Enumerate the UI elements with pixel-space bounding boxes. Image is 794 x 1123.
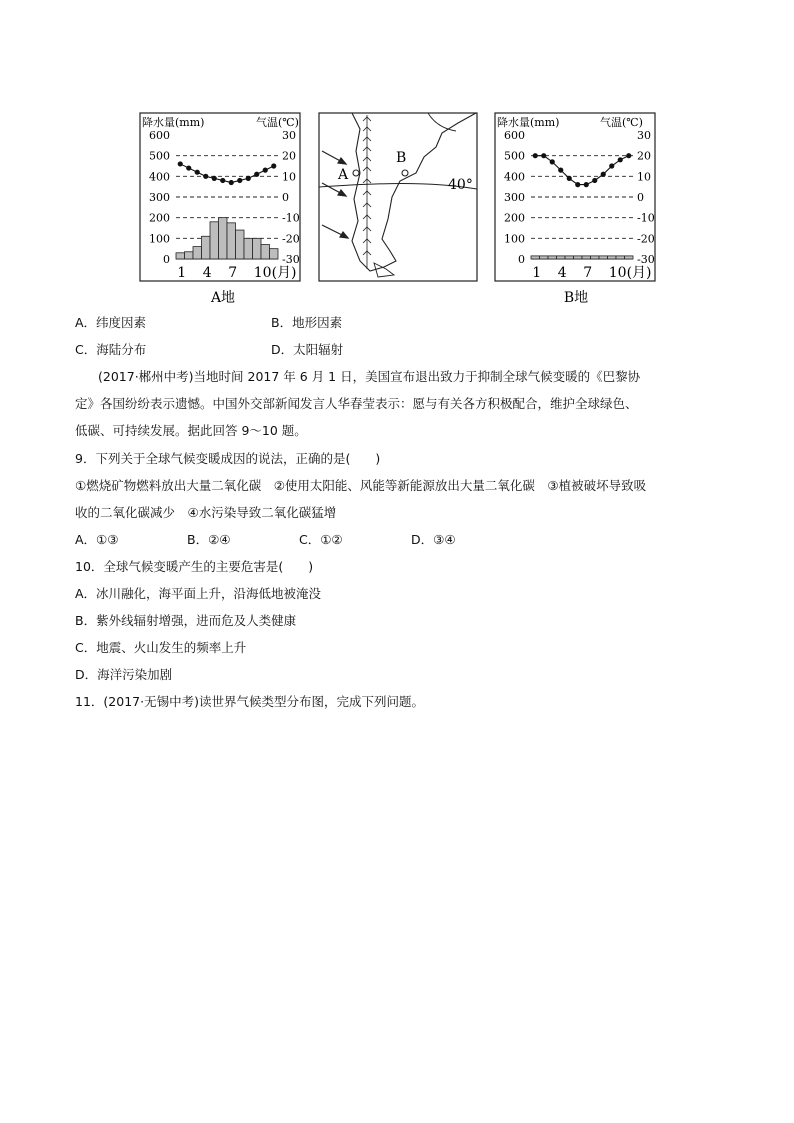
- intro-line-3: 低碳、可持续发展。据此回答 9～10 题。: [75, 423, 307, 438]
- b-temperature-point: [567, 176, 572, 181]
- a-left-tick-label: 200: [149, 211, 170, 225]
- q9-statement-1: ①燃烧矿物燃料放出大量二氧化碳 ②使用太阳能、风能等新能源放出大量二氧化碳 ③植被破坏导致吸: [75, 478, 647, 493]
- a-precip-bar: [193, 247, 202, 259]
- a-temperature-point: [237, 178, 242, 183]
- a-x-tick-label: 1: [177, 265, 187, 281]
- q9-option-d: D．③④: [411, 532, 456, 547]
- b-precip-bar: [599, 256, 608, 259]
- b-precip-bar: [591, 256, 600, 259]
- b-precip-bar: [557, 256, 566, 259]
- b-left-tick-label: 600: [504, 129, 525, 142]
- a-precip-bar: [176, 253, 185, 259]
- b-x-tick-label: 7: [583, 265, 593, 281]
- a-x-tick-label: 10(月): [253, 265, 297, 281]
- a-temperature-point: [254, 172, 259, 177]
- a-precip-bar: [253, 238, 262, 259]
- b-temperature-point: [541, 153, 546, 158]
- a-precip-bar: [227, 223, 236, 259]
- a-left-tick-label: 100: [149, 232, 170, 246]
- b-precip-bar: [625, 256, 634, 259]
- b-precip-bar: [548, 256, 557, 259]
- tierra-del-fuego: [374, 263, 394, 277]
- b-precip-bar: [540, 256, 549, 259]
- b-precip-bar: [565, 256, 574, 259]
- q9-option-b: B．②④: [187, 532, 231, 547]
- b-left-tick-label: 0: [518, 253, 525, 266]
- q8-option-b: B．地形因素: [271, 315, 343, 330]
- climate-figure: [138, 111, 658, 311]
- a-temperature-point: [246, 176, 251, 181]
- q9-statement-2: 收的二氧化碳减少 ④水污染导致二氧化碳猛增: [75, 505, 337, 520]
- b-temperature-point: [626, 153, 631, 158]
- b-precip-bar: [582, 256, 591, 259]
- a-temperature-point: [229, 180, 234, 185]
- a-precip-bar: [219, 218, 228, 259]
- map-frame: [319, 113, 477, 281]
- b-temperature-point: [609, 163, 614, 168]
- b-right-tick-label: -30: [637, 253, 655, 266]
- b-left-tick-label: 100: [504, 232, 525, 246]
- a-left-tick-label: 0: [163, 253, 170, 266]
- coast-upper-right: [428, 113, 456, 131]
- b-temperature-point: [550, 159, 555, 164]
- b-right-tick-label: 10: [637, 170, 651, 184]
- b-left-tick-label: 300: [504, 191, 525, 204]
- a-left-tick-label: 500: [149, 149, 170, 163]
- b-x-tick-label: 1: [532, 265, 542, 281]
- andes-mountains-icon: [363, 115, 371, 269]
- a-right-tick-label: 10: [282, 170, 296, 184]
- westerly-wind-arrows-icon: [322, 151, 348, 238]
- point-a-marker: [353, 170, 359, 176]
- chart-a-right-axis-label: 气温(℃): [256, 116, 299, 129]
- point-b-marker: [402, 170, 408, 176]
- q10-option-c: C．地震、火山发生的频率上升: [75, 640, 247, 655]
- a-left-tick-label: 400: [149, 170, 170, 184]
- map-label-b: B: [396, 150, 407, 166]
- intro-line-2: 定》各国纷纷表示遗憾。中国外交部新闻发言人华春莹表示：愿与有关各方积极配合，维护全球绿色、: [75, 396, 638, 411]
- a-temperature-line: [180, 164, 274, 183]
- b-left-tick-label: 200: [504, 211, 525, 225]
- a-right-tick-label: -10: [282, 211, 300, 225]
- b-x-tick-label: 10(月): [608, 265, 652, 281]
- q10-option-d: D．海洋污染加剧: [75, 667, 173, 682]
- q8-option-c: C．海陆分布: [75, 342, 147, 357]
- a-right-tick-label: -30: [282, 253, 300, 266]
- b-temperature-point: [592, 178, 597, 183]
- a-precip-bar: [210, 222, 219, 259]
- q10-option-a: A．冰川融化，海平面上升，沿海低地被淹没: [75, 586, 322, 601]
- a-precip-bar: [270, 249, 279, 259]
- q8-option-a: A．纬度因素: [75, 315, 147, 330]
- b-right-tick-label: 0: [637, 191, 644, 204]
- a-temperature-point: [195, 170, 200, 175]
- chart-b-caption: B地: [563, 290, 589, 306]
- chart-b: [495, 113, 655, 306]
- map-label-a: A: [338, 167, 349, 183]
- map-south-america: [319, 113, 477, 281]
- chart-b-right-axis-label: 气温(℃): [600, 116, 643, 129]
- intro-line-1: (2017·郴州中考)当地时间 2017 年 6 月 1 日，美国宣布退出致力于抑制全球气候变暖的《巴黎协: [98, 369, 641, 384]
- b-temperature-line: [535, 156, 629, 185]
- map-label-latitude: 40°: [448, 177, 473, 193]
- b-temperature-point: [533, 153, 538, 158]
- a-right-tick-label: 0: [282, 191, 289, 204]
- a-precip-bar: [202, 236, 211, 259]
- q8-option-d: D．太阳辐射: [271, 342, 344, 357]
- b-left-tick-label: 500: [504, 149, 525, 163]
- b-temperature-point: [584, 182, 589, 187]
- a-right-tick-label: 20: [282, 149, 296, 163]
- b-right-tick-label: 20: [637, 149, 651, 163]
- chart-a-caption: A地: [210, 290, 236, 306]
- a-temperature-point: [220, 178, 225, 183]
- chart-a: [140, 113, 300, 306]
- a-right-tick-label: -20: [282, 232, 300, 246]
- q9-stem: 9．下列关于全球气候变暖成因的说法，正确的是( ): [75, 451, 381, 466]
- b-temperature-point: [575, 182, 580, 187]
- a-x-tick-label: 7: [228, 265, 238, 281]
- a-temperature-point: [271, 163, 276, 168]
- b-temperature-point: [601, 172, 606, 177]
- a-precip-bar: [185, 252, 194, 259]
- figure-row: [138, 111, 658, 311]
- a-right-tick-label: 30: [282, 129, 296, 142]
- q9-option-c: C．①②: [299, 532, 343, 547]
- b-temperature-point: [618, 157, 623, 162]
- b-temperature-point: [558, 168, 563, 173]
- a-precip-bar: [236, 230, 245, 259]
- b-precip-bar: [531, 256, 540, 259]
- b-left-tick-label: 400: [504, 170, 525, 184]
- a-temperature-point: [203, 174, 208, 179]
- q10-stem: 10．全球气候变暖产生的主要危害是( ): [75, 559, 314, 574]
- a-precip-bar: [261, 245, 270, 259]
- b-right-tick-label: 30: [637, 129, 651, 142]
- b-precip-bar: [616, 256, 625, 259]
- b-right-tick-label: -10: [637, 211, 655, 225]
- chart-a-left-axis-label: 降水量(mm): [142, 116, 205, 129]
- a-precip-bar: [244, 238, 253, 259]
- a-temperature-point: [186, 165, 191, 170]
- b-precip-bar: [608, 256, 617, 259]
- b-precip-bar: [574, 256, 583, 259]
- q11-stem: 11．(2017·无锡中考)读世界气候类型分布图，完成下列问题。: [75, 694, 424, 709]
- a-temperature-point: [263, 168, 268, 173]
- a-left-tick-label: 600: [149, 129, 170, 142]
- b-x-tick-label: 4: [557, 265, 567, 281]
- q10-option-b: B．紫外线辐射增强，进而危及人类健康: [75, 613, 297, 628]
- a-temperature-point: [212, 176, 217, 181]
- q9-option-a: A．①③: [75, 532, 119, 547]
- chart-b-left-axis-label: 降水量(mm): [497, 116, 560, 129]
- a-temperature-point: [178, 161, 183, 166]
- a-x-tick-label: 4: [202, 265, 212, 281]
- a-left-tick-label: 300: [149, 191, 170, 204]
- b-right-tick-label: -20: [637, 232, 655, 246]
